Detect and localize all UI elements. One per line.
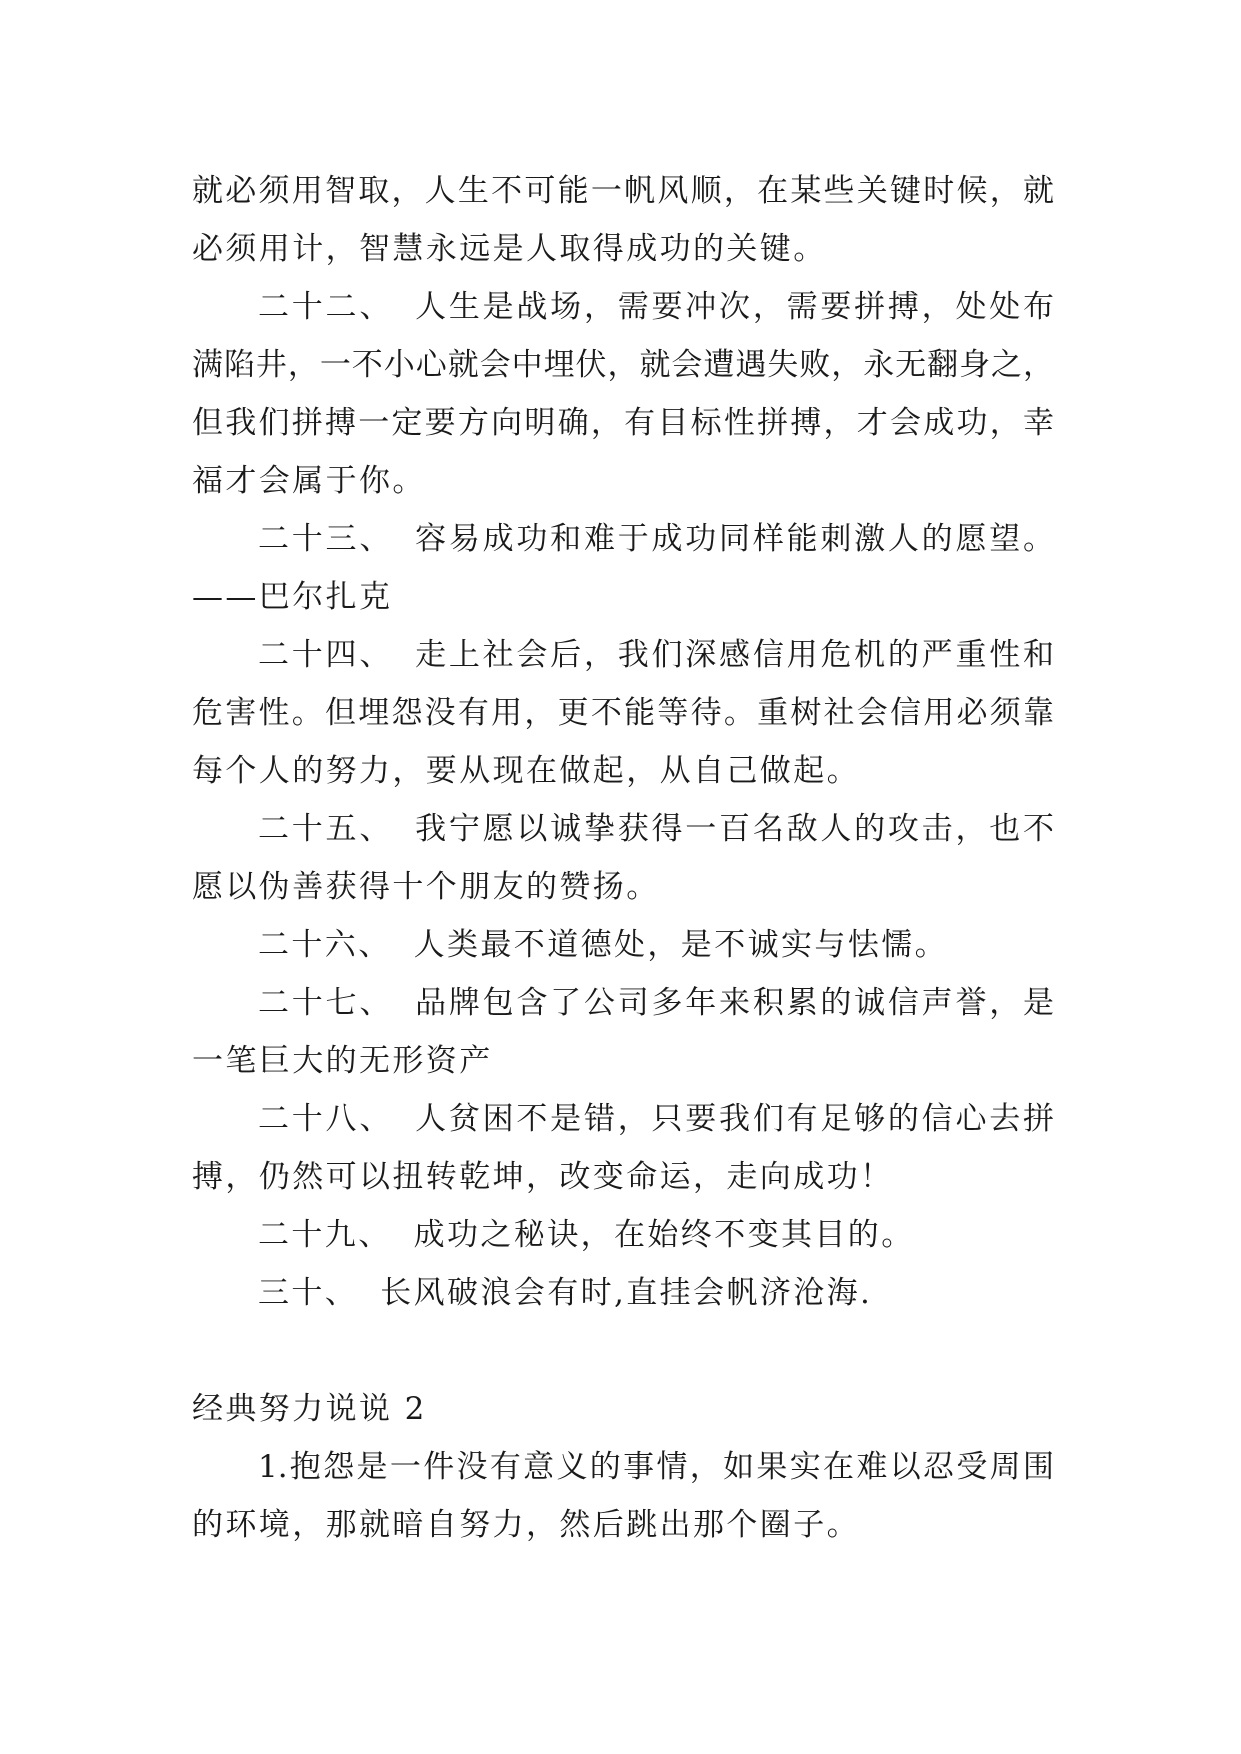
paragraph-line: 满陷井，一不小心就会中埋伏，就会遭遇失败，永无翻身之， bbox=[192, 347, 1054, 383]
section-spacer bbox=[192, 1322, 1054, 1380]
list-item-24-first-line bbox=[192, 626, 1054, 684]
list-item-text: 容易成功和难于成功同样能刺激人的愿望。 bbox=[415, 521, 1055, 557]
list-item-text: 成功之秘诀，在始终不变其目的。 bbox=[413, 1217, 915, 1253]
paragraph-line: 就必须用智取，人生不可能一帆风顺，在某些关键时候，就 bbox=[192, 173, 1054, 209]
list-item-30 bbox=[192, 1264, 1054, 1322]
paragraph-line: 每个人的努力，要从现在做起，从自己做起。 bbox=[192, 753, 860, 789]
list-item-23-first-line bbox=[192, 510, 1054, 568]
section-heading: 经典努力说说 2 bbox=[192, 1391, 427, 1427]
paragraph-line: 福才会属于你。 bbox=[192, 463, 426, 499]
paragraph-line: ——巴尔扎克 bbox=[192, 579, 393, 615]
paragraph-line: 愿以伪善获得十个朋友的赞扬。 bbox=[192, 869, 660, 905]
list-item-text: 我宁愿以诚挚获得一百名敌人的攻击，也不 bbox=[415, 811, 1055, 847]
document-body bbox=[192, 162, 1054, 1554]
list-number: 二十七、 bbox=[258, 985, 394, 1021]
list-item-22-first-line bbox=[192, 278, 1054, 336]
paragraph-line: 危害性。但埋怨没有用，更不能等待。重树社会信用必须靠 bbox=[192, 695, 1054, 731]
list-item-text: 人贫困不是错，只要我们有足够的信心去拼 bbox=[415, 1101, 1055, 1137]
list-number: 二十六、 bbox=[258, 927, 392, 963]
list-item-text: 长风破浪会有时,直挂会帆济沧海. bbox=[380, 1275, 873, 1311]
list-item-text: 走上社会后，我们深感信用危机的严重性和 bbox=[415, 637, 1055, 673]
section-item-1-first-line: 1.抱怨是一件没有意义的事情，如果实在难以忍受周围 bbox=[258, 1449, 1054, 1485]
paragraph-line: 但我们拼搏一定要方向明确，有目标性拼搏，才会成功，幸 bbox=[192, 405, 1054, 441]
list-number: 二十二、 bbox=[258, 289, 394, 325]
list-item-text: 人类最不道德处，是不诚实与怯懦。 bbox=[413, 927, 949, 963]
list-number: 三十、 bbox=[258, 1275, 359, 1311]
list-item-25-first-line bbox=[192, 800, 1054, 858]
paragraph-line: 的环境，那就暗自努力，然后跳出那个圈子。 bbox=[192, 1507, 860, 1543]
list-item-28-first-line bbox=[192, 1090, 1054, 1148]
list-number: 二十四、 bbox=[258, 637, 394, 673]
list-number: 二十九、 bbox=[258, 1217, 392, 1253]
list-item-27-first-line bbox=[192, 974, 1054, 1032]
list-number: 二十五、 bbox=[258, 811, 394, 847]
list-item-29 bbox=[192, 1206, 1054, 1264]
list-item-text: 人生是战场，需要冲次，需要拼搏，处处布 bbox=[415, 289, 1055, 325]
paragraph-line: 搏，仍然可以扭转乾坤，改变命运，走向成功！ bbox=[192, 1159, 894, 1195]
paragraph-line: 必须用计，智慧永远是人取得成功的关键。 bbox=[192, 231, 827, 267]
list-number: 二十三、 bbox=[258, 521, 394, 557]
list-number: 二十八、 bbox=[258, 1101, 394, 1137]
list-item-26 bbox=[192, 916, 1054, 974]
list-item-text: 品牌包含了公司多年来积累的诚信声誉，是 bbox=[415, 985, 1055, 1021]
paragraph-line: 一笔巨大的无形资产 bbox=[192, 1043, 493, 1079]
